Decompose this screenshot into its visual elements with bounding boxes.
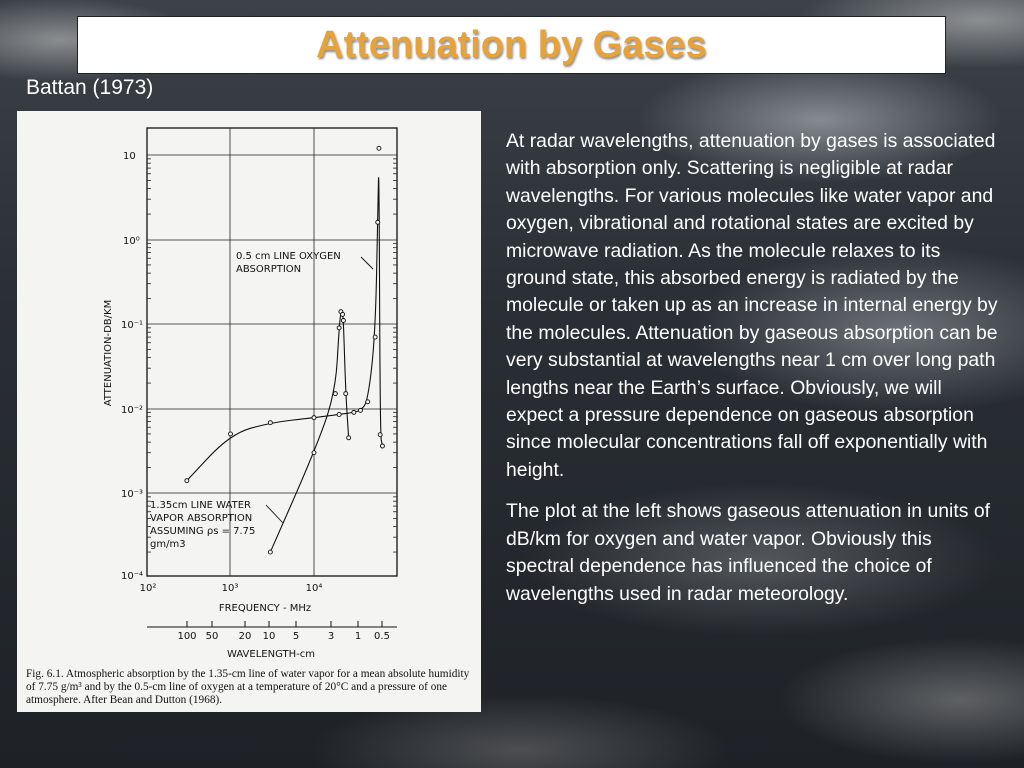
wavelength-tick-label: 10 xyxy=(262,631,276,642)
water-vapor-series xyxy=(268,310,350,554)
wavelength-tick-label: 100 xyxy=(177,631,197,642)
slide-title: Attenuation by Gases xyxy=(316,23,707,66)
data-point xyxy=(373,335,377,339)
wavelength-tick-label: 5 xyxy=(292,631,300,642)
water-annotation-line1: 1.35cm LINE WATER xyxy=(150,500,251,511)
y-tick-label: 10⁻³ xyxy=(121,489,144,500)
title-box xyxy=(77,16,946,74)
oxygen-leader-line xyxy=(361,257,373,269)
data-point xyxy=(377,146,381,150)
data-point xyxy=(366,400,370,404)
water-annotation-line4: gm/m3 xyxy=(150,539,186,550)
water-annotation-line2: VAPOR ABSORPTION xyxy=(150,513,253,524)
data-point xyxy=(352,410,356,414)
absorption-figure xyxy=(17,111,481,712)
body-paragraph: The plot at the left shows gaseous attenuation in units of dB/km for oxygen and water vapor. Obviously this spectral dependence has influenced the choice of wavelengths used in radar meteorology. xyxy=(506,500,990,605)
data-point xyxy=(268,421,272,425)
x-axis-label: FREQUENCY - MHz xyxy=(218,603,312,614)
oxygen-annotation-line1: 0.5 cm LINE OXYGEN xyxy=(236,251,341,262)
y-tick-label: 10⁻¹ xyxy=(121,320,144,331)
oxygen-annotation-line2: ABSORPTION xyxy=(236,264,302,275)
data-point xyxy=(376,220,380,224)
data-point xyxy=(312,451,316,455)
y-axis-label: ATTENUATION-DB/KM xyxy=(103,299,114,407)
water-annotation-line3: ASSUMING ρs = 7.75 xyxy=(150,526,256,537)
water-leader-line xyxy=(266,505,283,523)
series-line xyxy=(270,313,348,552)
figure-caption: Fig. 6.1. Atmospheric absorption by the 1.35-cm line of water vapor for a mean absolute humidity of 7.75 g/m³ and by the 0.5-cm line of oxygen at a temperature of 20°C and a pressure of one atmosphere. After Bean and Dutton (1968). xyxy=(26,668,470,706)
y-tick-label: 10⁰ xyxy=(123,236,140,247)
wavelength-tick-label: 0.5 xyxy=(374,631,390,642)
data-point xyxy=(347,436,351,440)
body-paragraph: At radar wavelengths, attenuation by gases is associated with absorption only. Scattering is negligible at radar wavelengths. For various molecules like water vapor and oxygen, vibrational and rotational states are excited by microwave radiation. As the molecule relaxes to its ground state, this absorbed energy is radiated by the molecule or taken up as an increase in internal energy by the molecules. Attenuation by gaseous absorption can be very substantial at wavelengths near 1 cm over long path lengths near the Earth’s surface. Obviously, we will expect a pressure dependence on gaseous absorption since molecular concentrations fall off exponentially with height. xyxy=(506,130,998,481)
x-tick-label: 10³ xyxy=(221,583,239,594)
y-tick-label: 10⁻⁴ xyxy=(121,571,144,582)
data-point xyxy=(268,550,272,554)
series-line xyxy=(187,178,383,481)
data-point xyxy=(337,412,341,416)
y-tick-label: 10⁻² xyxy=(121,405,144,416)
data-point xyxy=(185,479,189,483)
citation: Battan (1973) xyxy=(26,76,154,99)
data-point xyxy=(358,408,362,412)
x-tick-label: 10² xyxy=(139,583,157,594)
data-point xyxy=(378,433,382,437)
oxygen-series xyxy=(185,146,385,482)
data-point xyxy=(341,319,345,323)
x-tick-label: 10⁴ xyxy=(305,583,323,594)
wavelength-tick-label: 50 xyxy=(205,631,219,642)
wavelength-axis-label: WAVELENGTH-cm xyxy=(227,649,315,660)
absorption-chart xyxy=(17,111,481,712)
data-point xyxy=(344,392,348,396)
wavelength-tick-label: 3 xyxy=(327,631,335,642)
data-point xyxy=(229,432,233,436)
data-point xyxy=(380,444,384,448)
wavelength-tick-label: 1 xyxy=(354,631,362,642)
data-point xyxy=(312,416,316,420)
data-point xyxy=(333,392,337,396)
y-tick-label: 10 xyxy=(123,151,136,162)
body-text xyxy=(506,128,1004,622)
data-point xyxy=(341,312,345,316)
wavelength-tick-label: 20 xyxy=(238,631,252,642)
data-point xyxy=(337,326,341,330)
